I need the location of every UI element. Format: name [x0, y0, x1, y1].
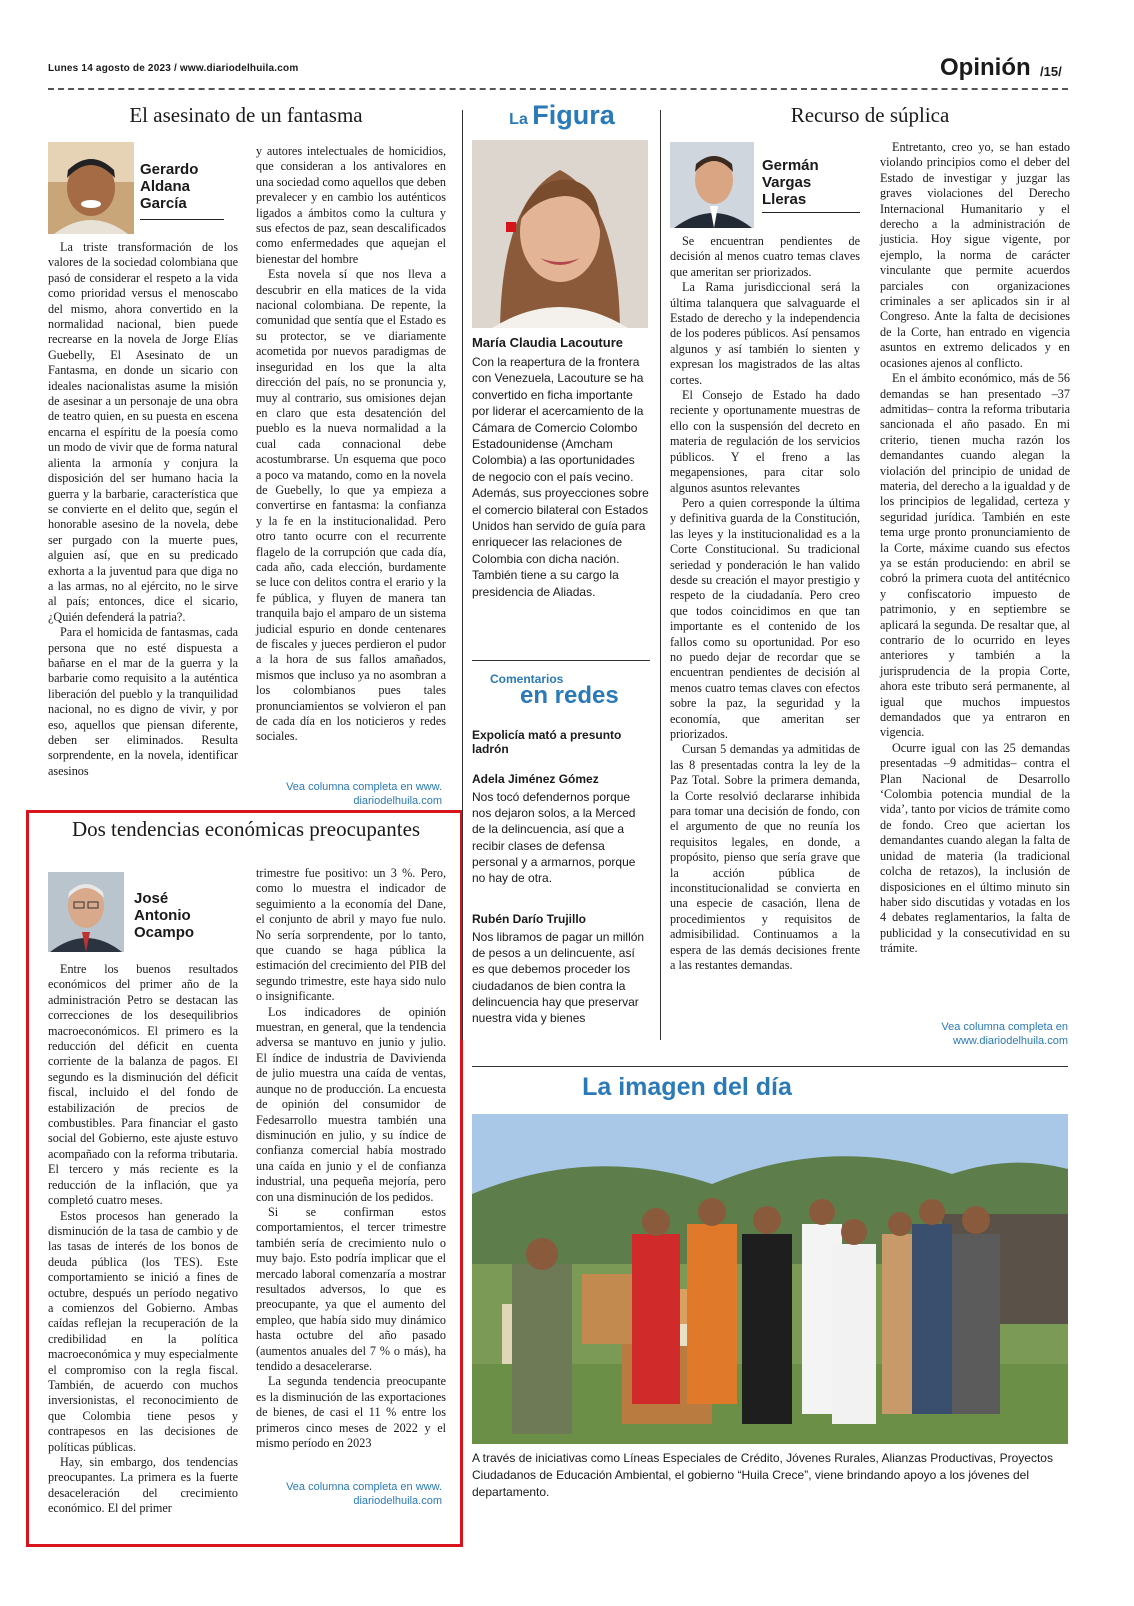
- article-text-tendencias-2: trimestre fue positivo: un 3 %. Pero, como lo muestra el indicador de seguimiento a la economía del Dane, el conjunto de abril y mayo fue nulo. No sería sorprendente, por lo tanto, que cuando se haga pública la estimación del crecimiento del PIB del segundo trimestre, este haya sido nulo o insignificante. Los indicadores de opinión muestran, en general, que la tendencia adversa se mantuvo en junio y julio. El índice de industria de Davivienda de julio muestra una caída de ventas, aunque no de producción. La encuesta de opinión del consumidor de Fedesarrollo muestra también una disminución en julio, y su índice de confianza comercial había mostrado una caída en junio y el de confianza industrial, una pequeña mejoría, pero con una disminución de los pedidos. Si se confirman estos comportamientos, el tercer trimestre también sería de crecimiento nulo o muy bajo. Esto podría implicar que el mercado laboral comenzaría a mostrar resultados adversos, lo que es preocupante, ya que el aumento del empleo, que había sido muy dinámico hasta octubre del año pasado (aumentos anuales del 7 % o más), ha tendido a desacelerarse. La segunda tendencia preocupante es la disminución de las exportaciones de bienes, de casi el 11 % entre los primeros cinco meses de 2022 y el mismo período en 2023: [256, 866, 446, 1451]
- figura-title: La Figura: [509, 100, 615, 130]
- imagen-divider: [472, 1066, 1068, 1067]
- section-title: Opinión: [940, 54, 1031, 81]
- author-photo-aldana: [48, 142, 134, 234]
- column-title-suplica: Recurso de súplica: [790, 103, 950, 127]
- figura-text: Con la reapertura de la frontera con Venezuela, Lacouture se ha convertido en ficha importante por liderar el acercamiento de la Cámara de Comercio Colombo Estadounidense (Amcham Colombia) a las oportunidades de negocio con el país vecino. Además, sus proyecciones sobre el comercio bilateral con Estados Unidos han servido de guía para enriquecer las relaciones de Colombia con dicha nación. También tiene a su cargo la presidencia de Aliadas.: [472, 355, 649, 599]
- imagen-del-dia-photo: [472, 1114, 1068, 1444]
- figura-name: María Claudia Lacouture: [472, 335, 623, 350]
- imagen-caption: A través de iniciativas como Líneas Especiales de Crédito, Jóvenes Rurales, Alianzas Productivas, Proyectos Ciudadanos de Educación Ambiental, el gobierno “Huila Crece”, viene brindando apoyo a los jóvenes del departamento.: [472, 1451, 1053, 1499]
- article-text-suplica-2: Entretanto, creo yo, se han estado violando principios como el deber del Estado de investigar y juzgar las graves violaciones del Derecho Internacional Humanitario y el derecho a la administración de justicia. Hoy sigue vigente, por ejemplo, la norma de carácter vinculante que permite acuerdos parciales con organizaciones criminales a ser aplicados sin ir al Congreso. Ante la falta de decisiones de la Corte, han entrado en vigencia asuntos en extremo delicados y en ocasiones ajenos al conflicto. En el ámbito económico, más de 56 demandas se han presentado –37 admitidas– contra la reforma tributaria sancionada el año pasado. En mi criterio, tienen mucha razón los demandantes cuando alegan la violación del principio de unidad de materia, del derecho a la igualdad y de los principios de legalidad, certeza y seguridad jurídica. También en este tema urge pronto pronunciamiento de la Corte, máxime cuando sus efectos ya se están produciendo: en abril se cobró la primera cuota del antitécnico y confiscatorio impuesto de patrimonio, y en septiembre se aplicará la segunda. De resaltar que, al contrario de lo ocurrido en leyes anteriores y también a la jurisprudencia de la propia Corte, ahora este tributo será permanente, al igual que muchos impuestos demandados que ya entraron en vigencia. Ocurre igual con las 25 demandas presentadas –9 admitidas– contra el Plan Nacional de Desarrollo ‘Colombia potencia mundial de la vida’, tanto por vicios de trámite como de fondo. Creo que aciertan los demandantes cuando alegan la falta de unidad de materia (la tradicional colcha de retazos), la inclusión de disposiciones en el último minuto sin haber sido discutidas y votadas en los 4 debates reglamentarios, la falta de publicidad y la consecutividad en su trámite.: [880, 140, 1070, 956]
- author-photo-vargas: [670, 142, 754, 228]
- author-rule: [762, 212, 860, 213]
- read-more-link-tendencias[interactable]: Vea columna completa en www. diariodelhuila.com: [286, 1481, 442, 1507]
- redes-comment-1: Nos tocó defendernos porque nos dejaron solos, a la Merced de la delincuencia, así que a recibir clases de defensa personal y a armarnos, porque no hay de otra.: [472, 790, 636, 886]
- author-rule: [140, 219, 224, 220]
- column-divider-1: [462, 110, 463, 1040]
- header-divider: [48, 88, 1068, 90]
- redes-comment-2: Nos libramos de pagar un millón de pesos a un delincuente, así es que debemos proceder los ciudadanos de bien contra la delincuencia hay que preservar nuestra vida y bienes: [472, 930, 645, 1026]
- column-divider-2: [660, 110, 661, 1040]
- redes-headline: Expolicía mató a presunto ladrón: [472, 728, 622, 756]
- article-text-suplica-1: Se encuentran pendientes de decisión al menos cuatro temas claves que ameritan ser priorizados. La Rama jurisdiccional será la última talanquera que salvaguarde el Estado de derecho y la independencia de los poderes públicos. Así pensamos algunos y así también lo sienten y expresan los magistrados de las altas cortes. El Consejo de Estado ha dado reciente y oportunamente muestras de ello con la suspensión del decreto en materia de regulación de los servicios públicos. Y el freno a las megapensiones, para citar solo algunos asuntos relevantes Pero a quien corresponde la última y definitiva guarda de la Constitución, las leyes y la institucionalidad es a la Corte Constitucional. Su tradicional seriedad y ponderación le han valido desde su creación el mayor prestigio y respeto de la ciudadanía. Pero creo que todos coincidimos en que tan importante es el contenido de los fallos como su oportunidad. Por eso no puedo dejar de recordar que se encuentran pendientes de decisión al menos cuatro temas claves con efectos sobre la paz, la seguridad y la economía, que ameritan ser priorizados. Cursan 5 demandas ya admitidas de las 8 presentadas contra la ley de la Paz Total. Sobre la primera demanda, la Corte resolvió declararse inhibida para tomar una decisión de fondo, con el argumento de que no reunía los requisitos legales, en donde, a propósito, pienso que sería grave que la acción pública de inconstitucionalidad se convierta en una especie de casación, llena de procedimientos y requisitos de admisibilidad. Continuamos a la espera de las demás decisiones frente a las restantes demandas.: [670, 234, 860, 973]
- author-name-aldana: Gerardo Aldana García: [140, 161, 199, 212]
- redes-divider: [472, 660, 650, 661]
- author-name-vargas: Germán Vargas Lleras: [762, 157, 819, 208]
- figura-photo: [472, 140, 648, 328]
- author-photo-ocampo: [48, 872, 124, 952]
- redes-title-big: en redes: [520, 682, 619, 709]
- imagen-title: La imagen del día: [582, 1073, 792, 1101]
- redes-title-small: Comentarios: [490, 672, 564, 686]
- article-text-fantasma-2: y autores intelectuales de homicidios, que consideran a los antivalores en una sociedad como aquellos que deben prevalecer y en cambio los auténticos ligados a ámbitos como la cultura y sus efectos de paz, sean descalificados como enfermedades que aquejan el bienestar del hombre Esta novela sí que nos lleva a descubrir en ella matices de la vida nacional colombiana. De repente, la comunidad que sentía que el Estado es su protector, se ve diariamente acometida por nuevos paradigmas de inseguridad en los que la alta dirección del país, no se pronuncia y, muy al contrario, sus omisiones dejan en claro que esta desatención del pueblo es la nueva normalidad a la cual cada connacional debe acostumbrarse. Un esquema que poco a poco va matando, como en la novela de Guebelly, lo que ya empieza a convertirse en fantasma: la confianza y la fe en la institucionalidad. Pero otro tanto ocurre con el recurrente flagelo de la corrupción que cada día, cada año, cada elección, burdamente se luce con delitos contra el erario y la fe pública, y fluyen de manera tan tranquila bajo el amparo de un sistema judicial espurio en donde centenares de fiscales y jueces perdieron el pudor a la hora de sus fallos amañados, mismos que incluso ya no asombran a los colombianos pues tales pronunciamientos se volvieron el pan de cada día en los noticieros y redes sociales.: [256, 144, 446, 744]
- author-name-ocampo: José Antonio Ocampo: [134, 890, 195, 941]
- read-more-link-suplica[interactable]: Vea columna completa en www.diariodelhuila.com: [941, 1021, 1068, 1047]
- redes-commenter-2: Rubén Darío Trujillo: [472, 912, 587, 926]
- article-text-tendencias-1: Entre los buenos resultados económicos del primer año de la administración Petro se destacan las correcciones de los desequilibrios macroeconómicos. El primero es la reducción del déficit en cuenta corriente de la balanza de pagos. El segundo es la disminución del déficit fiscal, incluido el del fondo de estabilización de precios de combustibles. Para financiar el gasto social del Gobierno, este ajuste estuvo acompañado con la reforma tributaria. El tercero y más reciente es la reducción de la inflación, que ya completó cuatro meses. Estos procesos han generado la disminución de la tasa de cambio y de las tasas de interés de los bonos de deuda pública (los TES). Este comportamiento se inició a fines de octubre, después un período negativo a comienzos del Gobierno. Ambas caídas reflejan la recuperación de la credibilidad en la política macroeconómica y muy especialmente el compromiso con la regla fiscal. También, de acuerdo con muchos inversionistas, el reconocimiento de que Colombia tiene pesos y contrapesos en las decisiones de políticas públicas. Hay, sin embargo, dos tendencias preocupantes. La primera es la fuerte desaceleración del crecimiento económico. El del primer: [48, 962, 238, 1516]
- read-more-link-fantasma[interactable]: Vea columna completa en www. diariodelhuila.com: [286, 781, 442, 807]
- column-title-tendencias: Dos tendencias económicas preocupantes: [71, 817, 421, 841]
- date-line: Lunes 14 agosto de 2023 / www.diariodelhuila.com: [48, 63, 299, 74]
- redes-commenter-1: Adela Jiménez Gómez: [472, 772, 599, 786]
- article-text-fantasma-1: La triste transformación de los valores de la sociedad colombiana que pasó de considerar el respeto a la vida como prioridad versus el menoscabo del mismo, ahora convertido en la normalidad nacional, bien puede recrearse en la novela de Jorge Elías Guebelly, El Asesinato de un Fantasma, en donde un sicario con ideales nacionalistas asume la misión de asesinar a un personaje de una obra de teatro quien, en su puesta en escena encarna el espíritu de la poesía como un modo de vivir que de forma natural alienta la armonía y conjura la disposición del ser humano hacia la guerra y la barbarie, característica que se convierte en el delito que, según el honorable asesino de la novela, debe ser purgado con la muerte pues, alguien así, que en su predicado exhorta a la juventud para que diga no a las armas, no al ejército, no le sirve al país; entonces, dice el sicario, ¿Quién defenderá la patria?. Para el homicida de fantasmas, cada persona que no esté dispuesta a bañarse en el mar de la guerra y la barbarie como requisito a la auténtica liberación del pueblo y la tranquilidad nacional, no es digno de vivir, y por eso, aquellos que piensan diferente, deben ser eliminados. Resulta sorprendente, en la novela, identificar asesinos: [48, 240, 238, 778]
- column-title-fantasma: El asesinato de un fantasma: [129, 103, 363, 127]
- page-number: /15/: [1040, 64, 1062, 79]
